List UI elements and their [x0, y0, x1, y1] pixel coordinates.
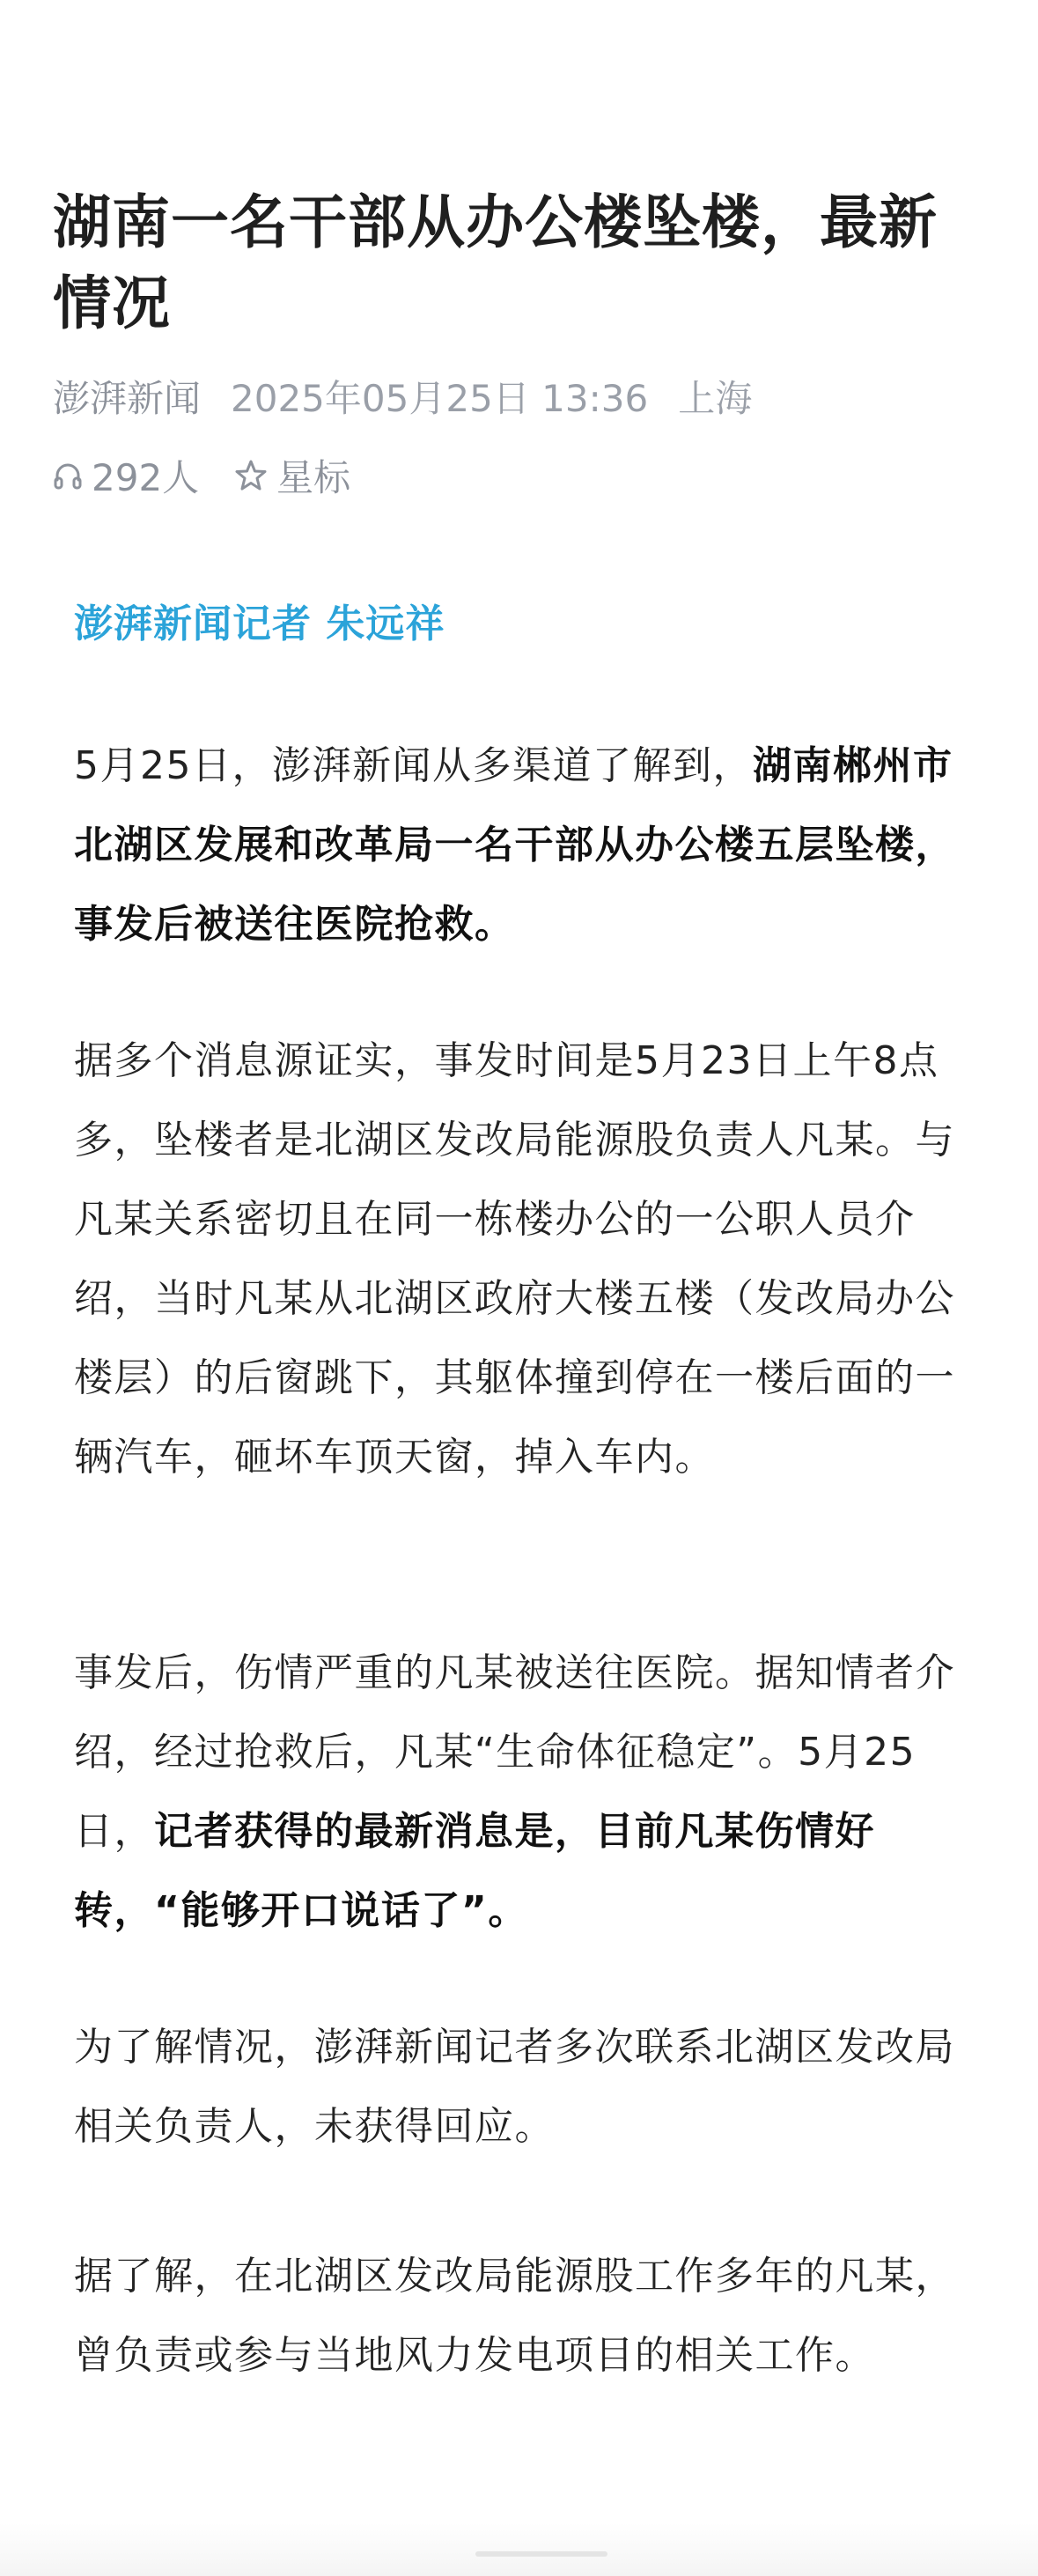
publish-location: 上海 — [678, 377, 753, 420]
paragraph-bold-text: 记者获得的最新消息是，目前凡某伤情好转，“能够开口说话了”。 — [74, 1809, 875, 1933]
paragraph-text: 据多个消息源证实，事发时间是5月23日上午8点多，坠楼者是北湖区发改局能源股负责人凡某。与凡某关系密切且在同一栋楼办公的一公职人员介绍，当时凡某从北湖区政府大楼五楼（发改局办公楼层）的后窗跳下，其躯体撞到停在一楼后面的一辆汽车，砸坏车顶天窗，掉入车内。 — [74, 1038, 955, 1480]
star-button[interactable] — [234, 449, 350, 502]
article-title: 湖南一名干部从办公楼坠楼，最新情况 — [53, 188, 938, 337]
paragraph — [74, 727, 981, 964]
paragraph-text: 为了解情况，澎湃新闻记者多次联系北湖区发改局相关负责人，未获得回应。 — [74, 2025, 955, 2149]
listen-count: 292人 — [92, 456, 200, 499]
headphones-icon — [53, 461, 83, 491]
bottom-fade — [0, 2523, 1038, 2576]
paragraph-text: 5月25日，澎湃新闻从多渠道了解到， — [74, 743, 753, 788]
source-name[interactable]: 澎湃新闻 — [53, 377, 202, 420]
paragraph-text: 据了解，在北湖区发改局能源股工作多年的凡某，曾负责或参与当地风力发电项目的相关工作。 — [74, 2254, 955, 2378]
home-indicator — [475, 2551, 607, 2557]
paragraph-bold-text: 湖南郴州市北湖区发展和改革局一名干部从办公楼五层坠楼，事发后被送往医院抢救。 — [74, 743, 955, 947]
paragraph-text: 事发后，伤情严重的凡某被送往医院。据知情者介绍，经过抢救后，凡某“生命体征稳定”。5月25日， — [74, 1650, 955, 1854]
paragraph — [74, 2237, 981, 2395]
article-meta — [53, 370, 752, 423]
listen-button[interactable] — [53, 449, 199, 502]
paragraph — [74, 1022, 981, 1497]
star-outline-icon — [234, 459, 268, 492]
paragraph — [74, 1634, 981, 1951]
star-label: 星标 — [276, 456, 351, 499]
reporter-byline: 澎湃新闻记者 朱远祥 — [74, 602, 445, 646]
publish-date: 2025年05月25日 13:36 — [231, 377, 649, 420]
article-stats — [53, 449, 350, 502]
paragraph — [74, 2008, 981, 2166]
